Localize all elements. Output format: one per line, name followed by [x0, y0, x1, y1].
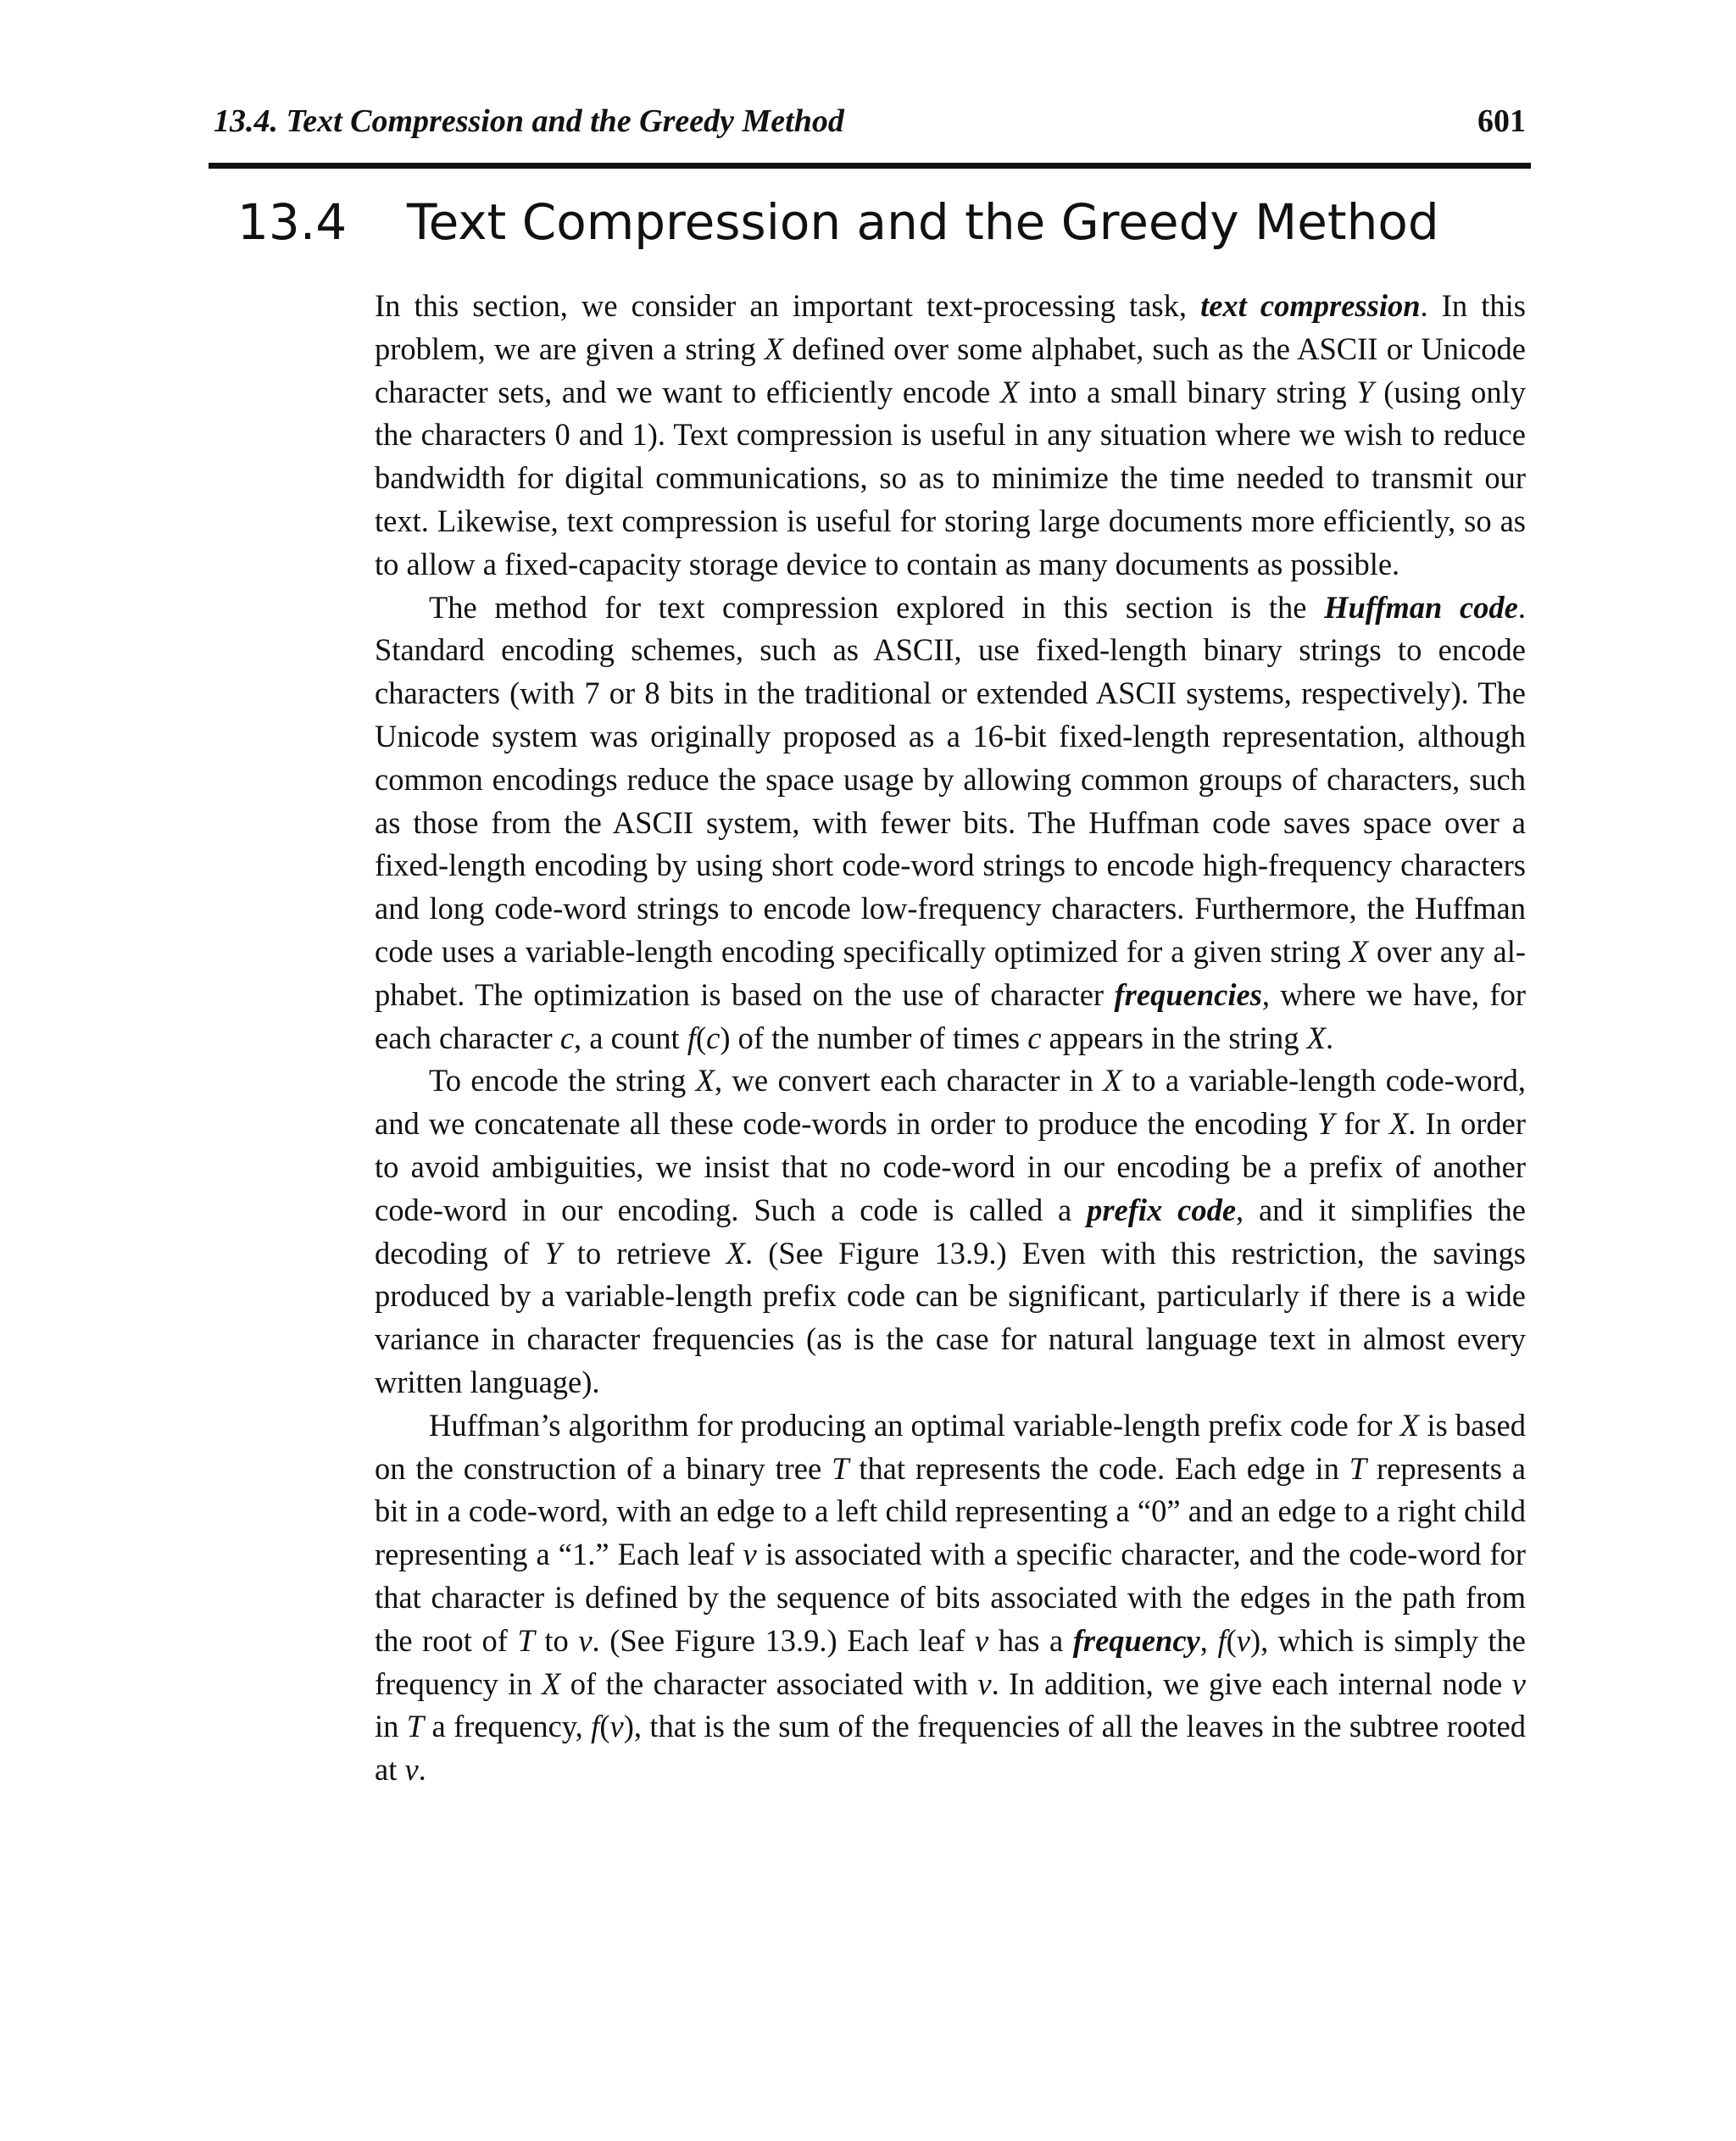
page-number: 601 [1477, 103, 1526, 139]
section-title: Text Compression and the Greedy Method [407, 193, 1439, 251]
running-head-title: 13.4. Text Compression and the Greedy Method [214, 103, 844, 139]
key-term: prefix code [1087, 1192, 1237, 1227]
math-symbol: X [764, 331, 784, 366]
text-run: ), which is simply the frequency in [375, 1622, 1526, 1701]
text-run: appears in the string [1041, 1020, 1307, 1055]
text-run: . (See Figure 13.9.) Each leaf [592, 1622, 975, 1658]
text-run: to a variable-length code-word, and we concatenate all these code-words in order to produce the encoding [375, 1063, 1527, 1142]
math-symbol: X [695, 1063, 715, 1098]
text-run: , a count [574, 1020, 687, 1055]
paragraph-2 [375, 587, 1526, 1060]
section-number: 13.4 [237, 193, 348, 251]
text-run: over any alphabet. The optimization is based on the use of character [375, 933, 1526, 1012]
text-run: . [418, 1752, 426, 1788]
math-symbol: v [609, 1709, 624, 1744]
math-symbol: v [404, 1752, 419, 1788]
text-run: The method for text compression explored in this section is the [429, 589, 1325, 625]
text-run: is based on the construction of a binary tree [375, 1407, 1526, 1486]
math-symbol: v [743, 1537, 757, 1572]
text-run: , where we have, for each character [375, 976, 1526, 1055]
text-run: (using only the characters 0 and 1). Text compression is useful in any situation where we wish to reduce bandwidth for digital communications, so as to minimize the time needed to transmit our text. Likewise, text compression is useful for storing large documents more efficiently, so as to allow a fixed-capacity storage device to contain as many documents as possible. [375, 374, 1526, 581]
math-symbol: f [591, 1709, 600, 1744]
text-run: ( [695, 1020, 707, 1055]
text-run: ), that is the sum of the frequencies of all the leaves in the subtree rooted at [375, 1709, 1526, 1788]
text-run: for [1334, 1106, 1389, 1142]
math-symbol: X [1399, 1407, 1420, 1443]
text-run: . In order to avoid ambiguities, we insist that no code-word in our encoding be a prefix of another code-word in our encoding. Such a code is called a [375, 1106, 1526, 1227]
text-run: represents a bit in a code-word, with an edge to a left child representing a “0” and an edge to a right child representing a “1.” Each leaf [375, 1450, 1526, 1572]
math-symbol: c [1027, 1020, 1042, 1055]
math-symbol: X [726, 1235, 746, 1271]
key-term: text compression [1200, 288, 1421, 323]
text-run: in [375, 1709, 407, 1744]
text-run: into a small binary string [1019, 374, 1357, 409]
math-symbol: X [1103, 1063, 1122, 1098]
text-run: . (See Figure 13.9.) Even with this restriction, the savings produced by a variable-length prefix code can be significant, particularly if there is a wide variance in character frequencies (as is the case for natural language text in almost every written language). [375, 1235, 1526, 1399]
text-run: to [534, 1622, 579, 1658]
text-run: to retrieve [561, 1235, 726, 1271]
math-symbol: c [559, 1020, 575, 1055]
text-run: is associated with a specific character, and the code-word for that character is defined by the sequence of bits associated with the edges in the path from the root of [375, 1537, 1526, 1658]
text-run: a frequency, [424, 1709, 592, 1744]
math-symbol: T [406, 1709, 425, 1744]
body-text [375, 285, 1526, 1792]
text-run: of the character associated with [560, 1666, 978, 1701]
text-run: has a [988, 1622, 1073, 1658]
text-run: . [1325, 1020, 1334, 1055]
text-run: Huffman’s algorithm for producing an optimal variable-length prefix code for [429, 1407, 1400, 1443]
math-symbol: X [999, 374, 1020, 409]
paragraph-3 [375, 1059, 1526, 1404]
text-run: ) of the number of times [720, 1020, 1028, 1055]
math-symbol: f [687, 1020, 696, 1055]
text-run: , we convert each character in [714, 1063, 1104, 1098]
math-symbol: v [974, 1622, 989, 1658]
key-term: frequency [1072, 1622, 1200, 1658]
math-symbol: X [1306, 1020, 1326, 1055]
math-symbol: v [578, 1622, 593, 1658]
text-run: . In this problem, we are given a string [375, 288, 1526, 366]
text-run: that represents the code. Each edge in [849, 1450, 1349, 1486]
math-symbol: T [1349, 1450, 1367, 1486]
text-run: . In addition, we give each internal node [991, 1666, 1512, 1701]
paragraph-1 [375, 285, 1526, 587]
math-symbol: Y [1316, 1106, 1335, 1142]
math-symbol: f [1217, 1622, 1227, 1658]
text-run: ( [1226, 1622, 1237, 1658]
math-symbol: X [1349, 933, 1368, 969]
math-symbol: Y [1356, 374, 1374, 409]
key-term: Huffman code [1324, 589, 1518, 625]
text-run: . Standard encoding schemes, such as ASCII, use fixed-length binary strings to encode characters (with 7 or 8 bits in the traditional or extended ASCII systems, respectively). The Unicode system was originally proposed as a 16-bit fixed-length representation, although common encodings reduce the space usage by allowing common groups of characters, such as those from the ASCII system, with fewer bits. The Huffman code saves space over a fixed-length encoding by using short code-word strings to encode high-frequency characters and long code-word strings to encode low-frequency characters. Furthermore, the Huffman code uses a variable-length encoding specifically optimized for a given string [375, 589, 1526, 969]
math-symbol: v [1236, 1622, 1250, 1658]
text-run: defined over some alphabet, such as the ASCII or Unicode character sets, and we want to efficiently encode [375, 331, 1526, 409]
paragraph-4 [375, 1404, 1526, 1792]
math-symbol: Y [544, 1235, 562, 1271]
math-symbol: T [832, 1450, 849, 1486]
key-term: frequencies [1114, 976, 1262, 1012]
math-symbol: v [977, 1666, 992, 1701]
math-symbol: v [1511, 1666, 1526, 1701]
text-run: , [1199, 1622, 1218, 1658]
math-symbol: c [706, 1020, 721, 1055]
running-head [214, 100, 1526, 142]
math-symbol: X [1389, 1106, 1409, 1142]
text-run: , and it simplifies the decoding of [375, 1192, 1527, 1271]
math-symbol: X [542, 1666, 561, 1701]
header-rule [209, 163, 1531, 169]
text-run: ( [599, 1709, 610, 1744]
text-run: In this section, we consider an important text-processing task, [375, 288, 1201, 323]
section-heading [237, 188, 1560, 256]
text-run: To encode the string [429, 1063, 696, 1098]
math-symbol: T [517, 1622, 535, 1658]
